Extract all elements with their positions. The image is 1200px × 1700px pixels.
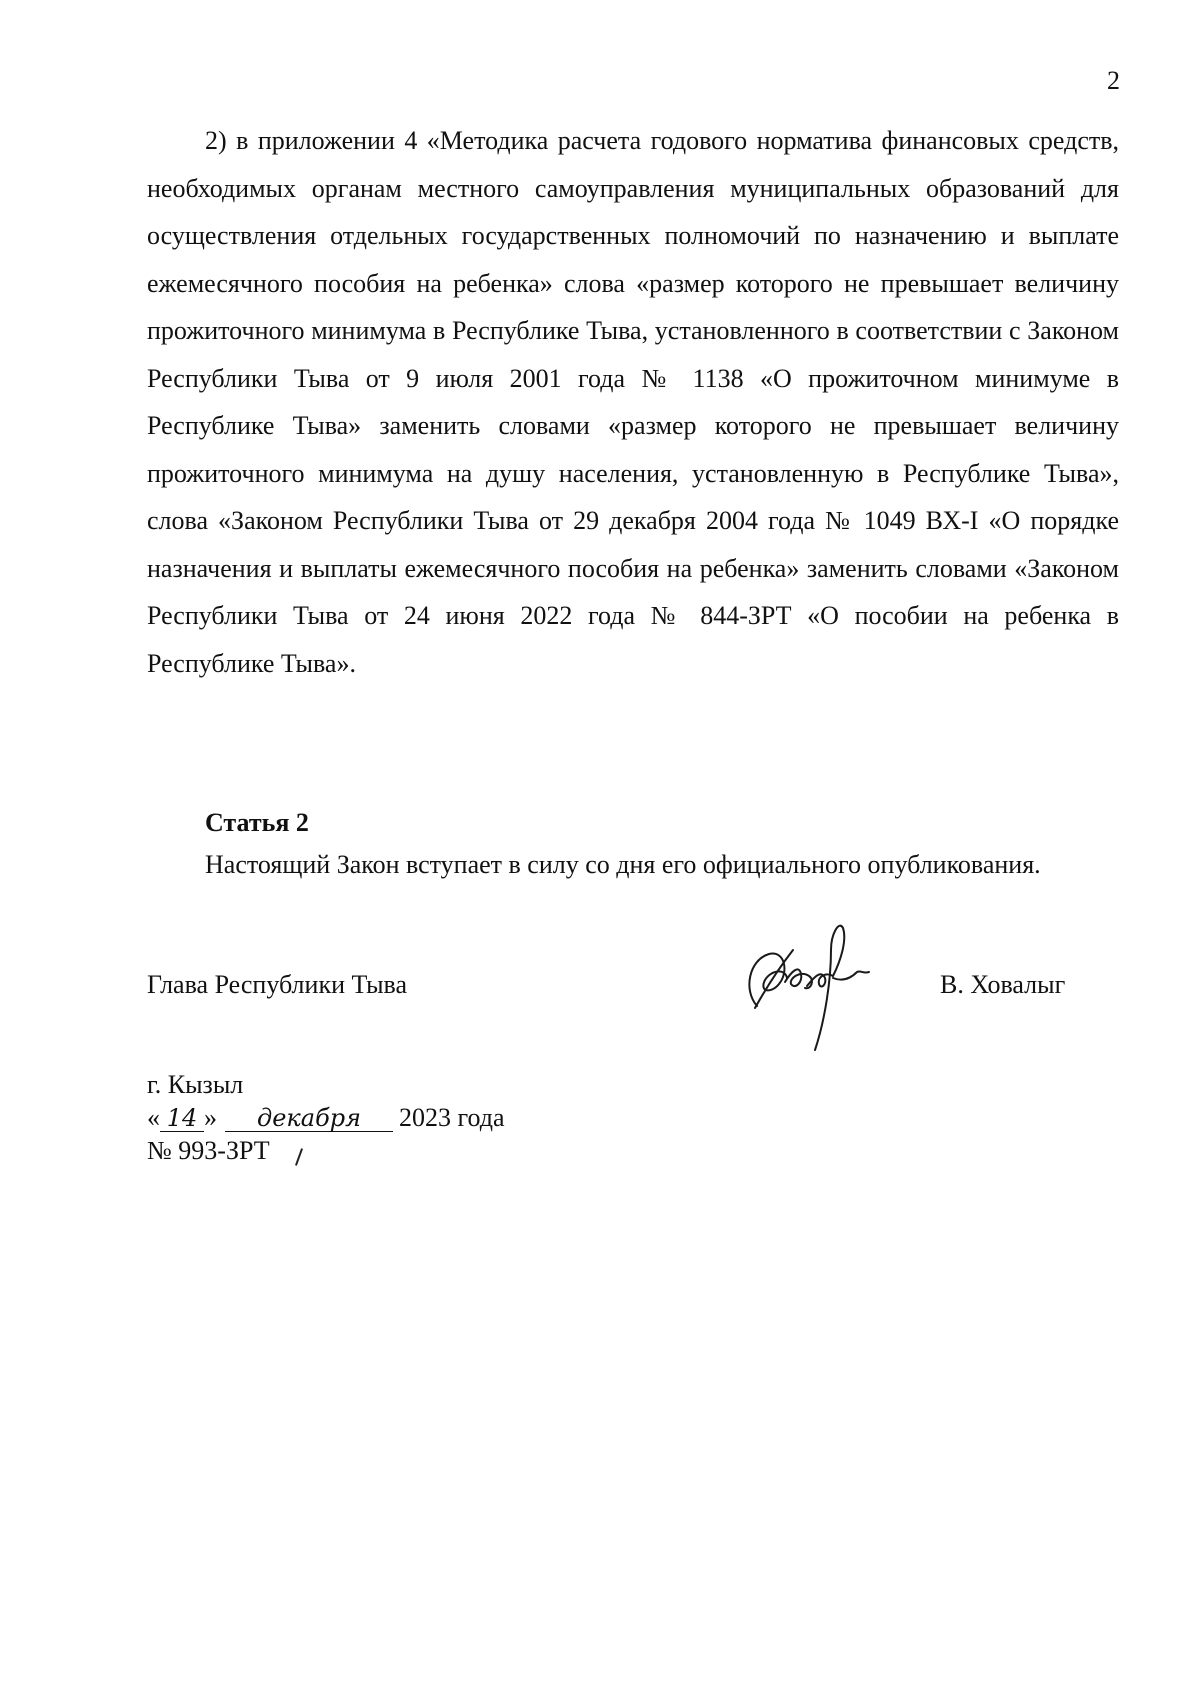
signing-date bbox=[147, 1103, 505, 1133]
article-heading: Статья 2 bbox=[205, 808, 309, 837]
pen-stroke-mark bbox=[295, 1148, 303, 1166]
date-day: 14 bbox=[160, 1105, 204, 1132]
date-year: 2023 года bbox=[399, 1103, 505, 1132]
handwritten-signature bbox=[735, 920, 885, 1060]
signer-name: В. Ховалыг bbox=[940, 970, 1066, 999]
article-text: Настоящий Закон вступает в силу со дня его официального опубликования. bbox=[205, 850, 1041, 879]
law-number: № 993-ЗРТ bbox=[147, 1136, 270, 1165]
signer-position: Глава Республики Тыва bbox=[147, 970, 408, 999]
page-number: 2 bbox=[1107, 66, 1120, 95]
date-close-quote: » bbox=[204, 1103, 217, 1132]
place-of-signing: г. Кызыл bbox=[147, 1070, 244, 1099]
date-month: декабря bbox=[225, 1105, 393, 1132]
amendment-paragraph: 2) в приложении 4 «Методика расчета годового норматива финансовых средств, необходимых органам местного самоуправления муниципальных образований для осуществления отдельных государственных полномочий по назначению и выплате ежемесячного пособия на ребенка» слова «размер которого не превышает величину прожиточного минимума в Республике Тыва, установленного в соответствии с Законом Республики Тыва от 9 июля 2001 года № 1138 «О прожиточном минимуме в Республике Тыва» заменить словами «размер которого не превышает величину прожиточного минимума на душу населения, установленную в Республике Тыва», слова «Законом Республики Тыва от 29 декабря 2004 года № 1049 ВХ-I «О порядке назначения и выплаты ежемесячного пособия на ребенка» заменить словами «Законом Республики Тыва от 24 июня 2022 года № 844-ЗРТ «О пособии на ребенка в Республике Тыва». bbox=[147, 126, 1119, 678]
date-open-quote: « bbox=[147, 1103, 160, 1132]
